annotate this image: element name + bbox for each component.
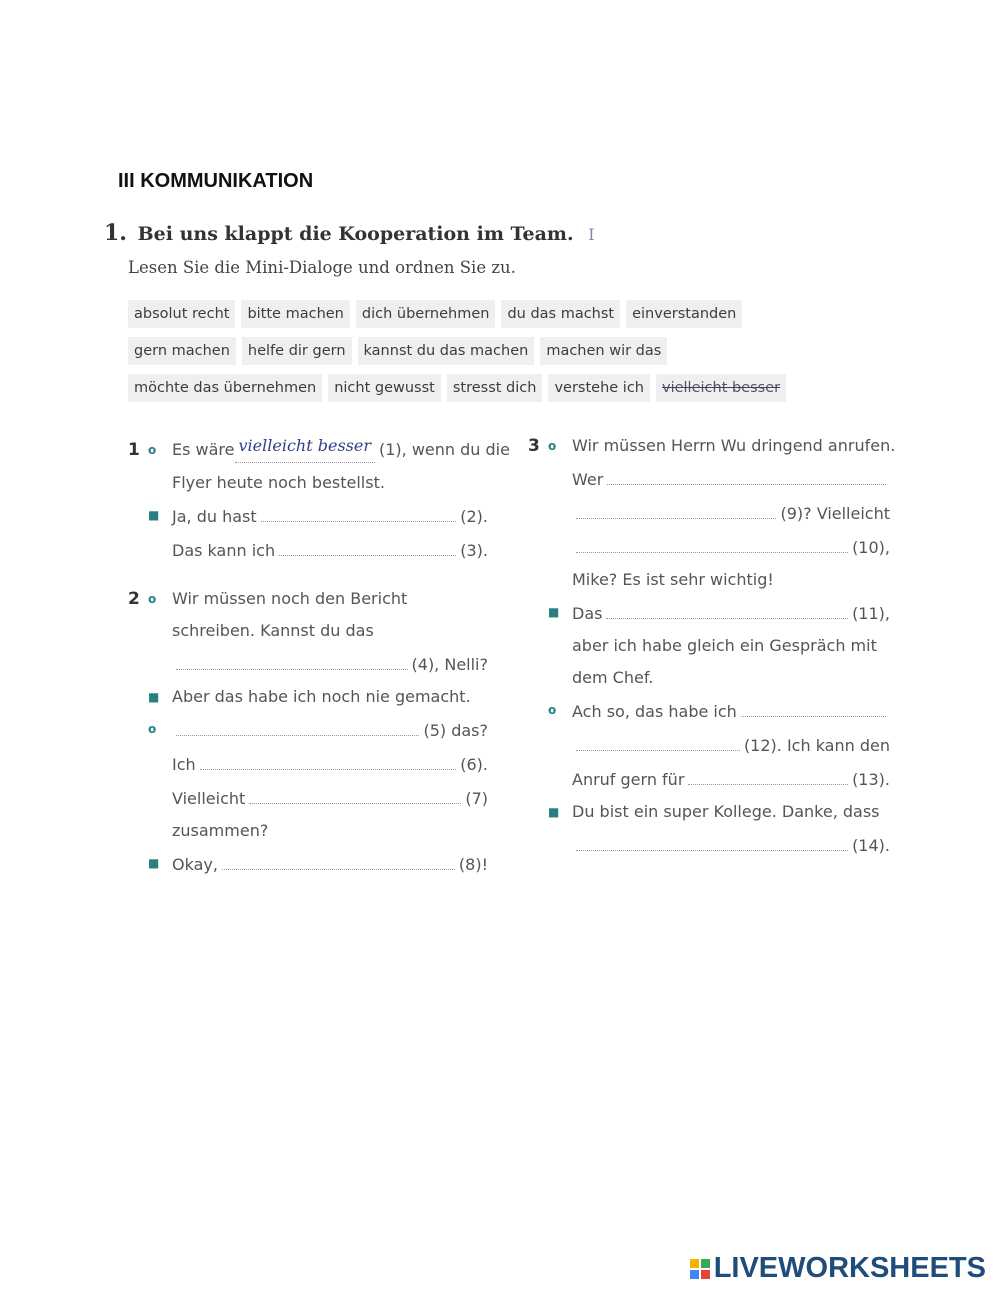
speaker-b-icon: ■ bbox=[148, 508, 160, 522]
dialog-text: Wer bbox=[572, 470, 604, 489]
dialog-text: Ich bbox=[172, 755, 196, 774]
word-chip[interactable]: absolut recht bbox=[128, 300, 235, 328]
dialog-text: Das bbox=[572, 604, 603, 623]
answer-field-12a[interactable] bbox=[741, 694, 886, 717]
speaker-a-icon: o bbox=[148, 722, 157, 736]
dialog3-line12 bbox=[528, 796, 890, 828]
dialog-text: (2). bbox=[460, 507, 488, 526]
word-bank-row-1 bbox=[128, 300, 748, 328]
word-bank-row-2 bbox=[128, 337, 748, 365]
exercise-heading bbox=[104, 220, 595, 246]
dialog3-line1 bbox=[528, 430, 896, 462]
dialog-text: dem Chef. bbox=[572, 668, 654, 687]
answer-field-4[interactable] bbox=[176, 647, 408, 670]
dialog-text: Flyer heute noch bestellst. bbox=[172, 473, 385, 492]
dialog3-line4 bbox=[528, 530, 890, 564]
answer-field-9a[interactable] bbox=[607, 462, 886, 485]
logo-grid-icon bbox=[690, 1259, 710, 1279]
answer-field-8[interactable] bbox=[222, 847, 455, 870]
answer-field-10[interactable] bbox=[576, 530, 848, 553]
answer-field-12[interactable] bbox=[576, 728, 740, 751]
logo-text: LIVEWORKSHEETS bbox=[713, 1252, 986, 1284]
dialog2-line9 bbox=[128, 847, 488, 881]
dialog-text: (10), bbox=[852, 538, 890, 557]
answer-field-14[interactable] bbox=[576, 828, 848, 851]
liveworksheets-logo bbox=[690, 1252, 986, 1285]
word-chip[interactable]: bitte machen bbox=[241, 300, 349, 328]
dialog-text: zusammen? bbox=[172, 821, 269, 840]
dialog-text: Anruf gern für bbox=[572, 770, 685, 789]
answer-field-11[interactable] bbox=[606, 596, 848, 619]
dialog-text: (3). bbox=[460, 541, 488, 560]
word-chip[interactable]: du das machst bbox=[501, 300, 620, 328]
word-chip[interactable]: machen wir das bbox=[540, 337, 667, 365]
dialog2-line2 bbox=[128, 615, 488, 647]
word-chip[interactable]: einverstanden bbox=[626, 300, 742, 328]
dialog-text: aber ich habe gleich ein Gespräch mit bbox=[572, 636, 877, 655]
dialog2-line6 bbox=[128, 747, 488, 781]
dialog3-line13 bbox=[528, 828, 890, 862]
word-chip[interactable]: dich übernehmen bbox=[356, 300, 496, 328]
word-chip[interactable]: helfe dir gern bbox=[242, 337, 352, 365]
dialog-text: Es wäre bbox=[172, 440, 235, 459]
exercise-instruction: Lesen Sie die Mini-Dialoge und ordnen Sie zu. bbox=[128, 258, 516, 277]
word-chip[interactable]: kannst du das machen bbox=[358, 337, 535, 365]
answer-field-13[interactable] bbox=[688, 762, 848, 785]
word-bank bbox=[128, 300, 781, 411]
dialog-text: (8)! bbox=[458, 855, 488, 874]
dialog-text: (14). bbox=[852, 836, 890, 855]
dialog2-line5 bbox=[128, 713, 488, 747]
speaker-b-icon: ■ bbox=[548, 605, 560, 619]
word-chip[interactable]: stresst dich bbox=[447, 374, 543, 402]
dialog-text: Wir müssen Herrn Wu dringend anrufen. bbox=[572, 436, 896, 455]
dialog-text: Wir müssen noch den Bericht bbox=[172, 589, 408, 608]
answer-field-5[interactable] bbox=[176, 713, 419, 736]
dialog1-line4 bbox=[128, 533, 488, 567]
dialog-text: (1), wenn du die bbox=[378, 440, 510, 459]
dialog3-line6 bbox=[528, 596, 890, 630]
dialog3-line5 bbox=[528, 564, 890, 596]
speaker-a-icon: o bbox=[148, 592, 157, 606]
exercise-marker: I bbox=[588, 225, 595, 244]
answer-field-3[interactable] bbox=[279, 533, 456, 556]
exercise-number: 1. bbox=[104, 220, 127, 246]
dialog-text: Ach so, das habe ich bbox=[572, 702, 737, 721]
dialog-column-left bbox=[128, 434, 510, 881]
dialog3-line7 bbox=[528, 630, 890, 662]
speaker-b-icon: ■ bbox=[148, 690, 160, 704]
dialog-text: Vielleicht bbox=[172, 789, 246, 808]
dialog-text: Aber das habe ich noch nie gemacht. bbox=[172, 687, 471, 706]
dialog-text: Mike? Es ist sehr wichtig! bbox=[572, 570, 774, 589]
word-chip-used: vielleicht besser bbox=[656, 374, 786, 402]
dialog-column-right bbox=[528, 430, 896, 862]
dialog-text: Das kann ich bbox=[172, 541, 276, 560]
dialog-text: (13). bbox=[852, 770, 890, 789]
dialog-text: (7) bbox=[465, 789, 488, 808]
word-bank-row-3 bbox=[128, 374, 781, 402]
dialog-text: (4), Nelli? bbox=[411, 655, 488, 674]
dialog-text: (9)? Vielleicht bbox=[780, 504, 890, 523]
dialog3-line11 bbox=[528, 762, 890, 796]
answer-field-2[interactable] bbox=[261, 499, 457, 522]
answer-field-1[interactable]: vielleicht besser bbox=[235, 430, 375, 463]
word-chip[interactable]: verstehe ich bbox=[548, 374, 650, 402]
dialog3-line9 bbox=[528, 694, 890, 728]
dialog3-line8 bbox=[528, 662, 890, 694]
dialog-number: 1 bbox=[128, 440, 140, 460]
dialog1-line1 bbox=[128, 434, 510, 467]
dialog1-line3 bbox=[128, 499, 488, 533]
speaker-b-icon: ■ bbox=[148, 856, 160, 870]
dialog-text: (5) das? bbox=[423, 721, 488, 740]
section-title: III KOMMUNIKATION bbox=[118, 170, 314, 192]
dialog3-line10 bbox=[528, 728, 890, 762]
dialog1-line2 bbox=[128, 467, 488, 499]
dialog-text: (11), bbox=[852, 604, 890, 623]
answer-field-7[interactable] bbox=[249, 781, 461, 804]
dialog-text: (6). bbox=[460, 755, 488, 774]
dialog-text: (12). Ich kann den bbox=[743, 736, 890, 755]
speaker-a-icon: o bbox=[548, 703, 557, 717]
dialog-number: 2 bbox=[128, 589, 140, 609]
answer-field-9[interactable] bbox=[576, 496, 776, 519]
speaker-a-icon: o bbox=[548, 439, 557, 453]
dialog-text: schreiben. Kannst du das bbox=[172, 621, 374, 640]
word-chip[interactable]: möchte das übernehmen bbox=[128, 374, 322, 402]
dialog-text: Du bist ein super Kollege. Danke, dass bbox=[572, 802, 880, 821]
dialog-number: 3 bbox=[528, 436, 540, 456]
dialog2-line7 bbox=[128, 781, 488, 815]
speaker-a-icon: o bbox=[148, 443, 157, 457]
dialog2-line3 bbox=[128, 647, 488, 681]
dialog-text: Ja, du hast bbox=[172, 507, 257, 526]
dialog3-line2 bbox=[528, 462, 890, 496]
dialog2-line1 bbox=[128, 583, 488, 615]
dialog2-line8 bbox=[128, 815, 488, 847]
answer-field-6[interactable] bbox=[200, 747, 457, 770]
word-chip[interactable]: gern machen bbox=[128, 337, 236, 365]
dialog2-line4 bbox=[128, 681, 488, 713]
dialog-text: Okay, bbox=[172, 855, 218, 874]
exercise-title: Bei uns klappt die Kooperation im Team. bbox=[137, 223, 574, 245]
dialog3-line3 bbox=[528, 496, 890, 530]
word-chip[interactable]: nicht gewusst bbox=[328, 374, 441, 402]
speaker-b-icon: ■ bbox=[548, 805, 560, 819]
